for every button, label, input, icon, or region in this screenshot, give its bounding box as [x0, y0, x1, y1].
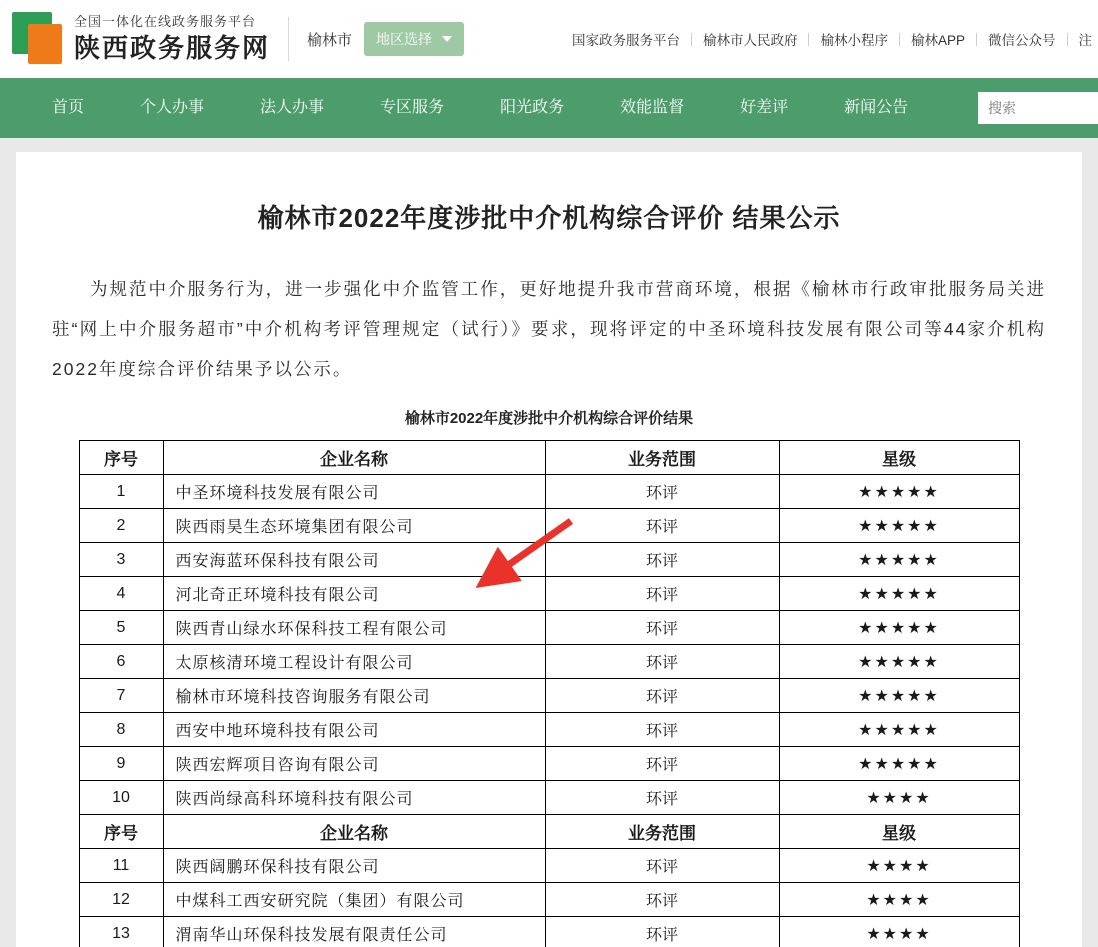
site-header — [0, 0, 1098, 78]
cell-stars: ★★★★★ — [779, 713, 1019, 747]
table-row — [79, 747, 1019, 781]
header-link-register[interactable]: 注 — [1078, 33, 1092, 48]
column-header-stars: 星级 — [779, 815, 1019, 849]
cell-company: 西安海蓝环保科技有限公司 — [163, 543, 545, 577]
table-row — [79, 679, 1019, 713]
cell-scope: 环评 — [545, 713, 779, 747]
cell-stars: ★★★★ — [779, 917, 1019, 947]
cell-index: 8 — [79, 713, 163, 747]
cell-company: 陕西宏辉项目咨询有限公司 — [163, 747, 545, 781]
header-link-miniprogram[interactable]: 榆林小程序 — [820, 33, 888, 48]
cell-scope: 环评 — [545, 475, 779, 509]
cell-company: 西安中地环境科技有限公司 — [163, 713, 545, 747]
table-row — [79, 849, 1019, 883]
cell-index: 10 — [79, 781, 163, 815]
cell-company: 河北奇正环境科技有限公司 — [163, 577, 545, 611]
search-input[interactable] — [978, 92, 1098, 124]
table-row — [79, 475, 1019, 509]
table-header-row — [79, 441, 1019, 475]
table-header-row-repeat — [79, 815, 1019, 849]
nav-item-rating[interactable]: 好差评 — [740, 99, 789, 116]
cell-stars: ★★★★ — [779, 849, 1019, 883]
site-logo-icon — [12, 12, 64, 66]
cell-company: 中煤科工西安研究院（集团）有限公司 — [163, 883, 545, 917]
current-city-label: 榆林市 — [307, 31, 353, 49]
main-navigation — [0, 78, 1098, 138]
cell-index: 12 — [79, 883, 163, 917]
table-row — [79, 577, 1019, 611]
table-row — [79, 713, 1019, 747]
cell-company: 陕西阔鹏环保科技有限公司 — [163, 849, 545, 883]
column-header-company: 企业名称 — [163, 815, 545, 849]
column-header-stars: 星级 — [779, 441, 1019, 475]
article-paragraph — [52, 269, 1046, 389]
header-link-national-platform[interactable]: 国家政务服务平台 — [571, 33, 680, 48]
nav-item-news[interactable]: 新闻公告 — [844, 99, 909, 116]
cell-index: 6 — [79, 645, 163, 679]
nav-item-home[interactable]: 首页 — [52, 99, 85, 116]
results-table — [79, 440, 1020, 947]
cell-company: 榆林市环境科技咨询服务有限公司 — [163, 679, 545, 713]
cell-index: 9 — [79, 747, 163, 781]
cell-stars: ★★★★ — [779, 883, 1019, 917]
cell-scope: 环评 — [545, 577, 779, 611]
cell-index: 7 — [79, 679, 163, 713]
header-link-city-government[interactable]: 榆林市人民政府 — [702, 33, 798, 48]
header-divider — [288, 17, 289, 61]
region-select-button[interactable] — [364, 22, 464, 56]
cell-index: 3 — [79, 543, 163, 577]
column-header-scope: 业务范围 — [545, 815, 779, 849]
cell-stars: ★★★★ — [779, 781, 1019, 815]
column-header-company: 企业名称 — [163, 441, 545, 475]
cell-scope: 环评 — [545, 917, 779, 947]
table-row — [79, 543, 1019, 577]
content-area — [0, 138, 1098, 947]
cell-scope: 环评 — [545, 849, 779, 883]
cell-stars: ★★★★★ — [779, 611, 1019, 645]
table-caption: 榆林市2022年度涉批中介机构综合评价结果 — [404, 410, 694, 427]
column-header-index: 序号 — [79, 441, 163, 475]
nav-item-sunshine-government[interactable]: 阳光政务 — [500, 99, 565, 116]
cell-company: 陕西青山绿水环保科技工程有限公司 — [163, 611, 545, 645]
cell-stars: ★★★★★ — [779, 747, 1019, 781]
header-link-wechat[interactable]: 微信公众号 — [988, 33, 1056, 48]
chevron-down-icon — [442, 36, 452, 42]
cell-stars: ★★★★★ — [779, 509, 1019, 543]
table-row — [79, 611, 1019, 645]
article-paragraph-text: 为规范中介服务行为，进一步强化中介监管工作，更好地提升我市营商环境，根据《榆林市行政审批服务局关进驻“网上中介服务超市”中介机构考评管理规定（试行）》要求，现将评定的中圣环境科技发展有限公司等44家介机构2022年度综合评价结果予以公示。 — [52, 279, 1046, 379]
cell-index: 13 — [79, 917, 163, 947]
cell-company: 陕西尚绿高科环境科技有限公司 — [163, 781, 545, 815]
cell-stars: ★★★★★ — [779, 679, 1019, 713]
header-links — [561, 29, 1098, 49]
site-title: 陕西政务服务网 — [74, 33, 271, 63]
cell-scope: 环评 — [545, 883, 779, 917]
cell-stars: ★★★★★ — [779, 645, 1019, 679]
nav-item-special-zone[interactable]: 专区服务 — [380, 99, 445, 116]
cell-stars: ★★★★★ — [779, 543, 1019, 577]
table-row — [79, 645, 1019, 679]
cell-scope: 环评 — [545, 645, 779, 679]
table-row — [79, 883, 1019, 917]
cell-scope: 环评 — [545, 543, 779, 577]
site-branding — [74, 13, 270, 65]
cell-index: 4 — [79, 577, 163, 611]
cell-scope: 环评 — [545, 509, 779, 543]
column-header-scope: 业务范围 — [545, 441, 779, 475]
nav-item-personal[interactable]: 个人办事 — [140, 99, 205, 116]
cell-company: 中圣环境科技发展有限公司 — [163, 475, 545, 509]
platform-label: 全国一体化在线政务服务平台 — [74, 14, 257, 29]
page-title: 榆林市2022年度涉批中介机构综合评价 结果公示 — [257, 203, 841, 233]
nav-item-legal-entity[interactable]: 法人办事 — [260, 99, 325, 116]
nav-item-efficiency-supervision[interactable]: 效能监督 — [620, 99, 685, 116]
cell-scope: 环评 — [545, 611, 779, 645]
column-header-index: 序号 — [79, 815, 163, 849]
cell-company: 渭南华山环保科技发展有限责任公司 — [163, 917, 545, 947]
article-card — [16, 152, 1082, 947]
cell-index: 2 — [79, 509, 163, 543]
cell-scope: 环评 — [545, 747, 779, 781]
table-row — [79, 917, 1019, 947]
region-select-label: 地区选择 — [376, 31, 433, 47]
table-row — [79, 509, 1019, 543]
cell-index: 5 — [79, 611, 163, 645]
cell-scope: 环评 — [545, 781, 779, 815]
cell-company: 太原核清环境工程设计有限公司 — [163, 645, 545, 679]
table-row — [79, 781, 1019, 815]
cell-scope: 环评 — [545, 679, 779, 713]
cell-index: 11 — [79, 849, 163, 883]
header-link-app[interactable]: 榆林APP — [910, 33, 965, 48]
cell-index: 1 — [79, 475, 163, 509]
cell-stars: ★★★★★ — [779, 475, 1019, 509]
cell-stars: ★★★★★ — [779, 577, 1019, 611]
cell-company: 陕西雨昊生态环境集团有限公司 — [163, 509, 545, 543]
